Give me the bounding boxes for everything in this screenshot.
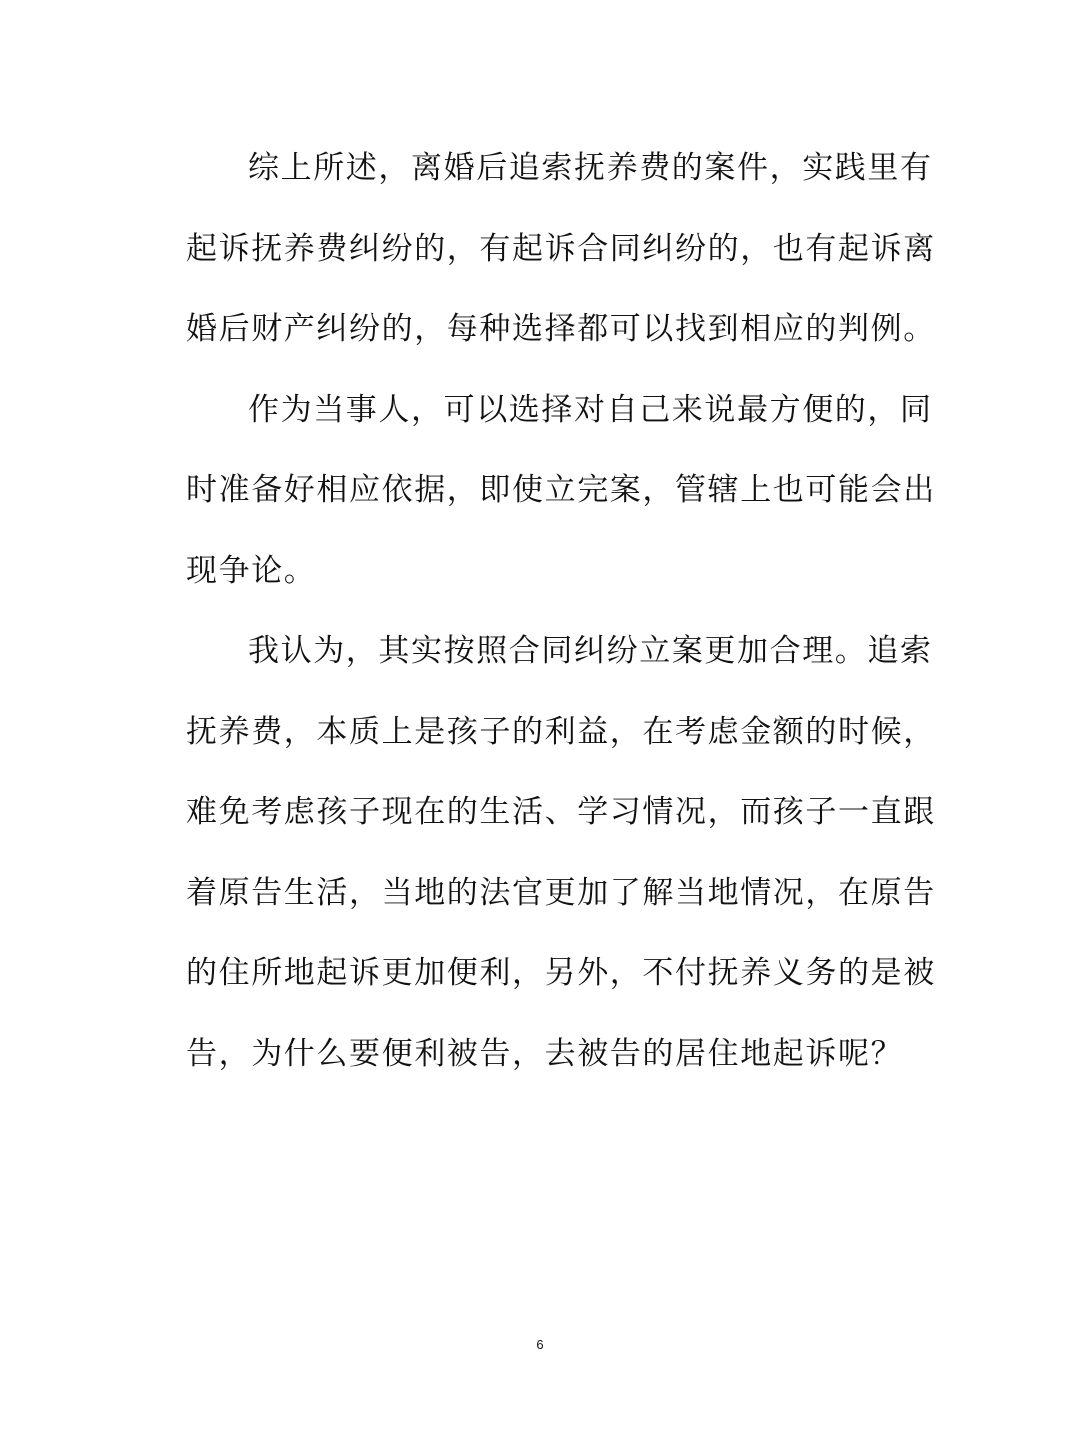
paragraph-line: 的住所地起诉更加便利，另外，不付抚养义务的是被 bbox=[186, 955, 936, 991]
paragraph bbox=[186, 370, 936, 612]
paragraph-line: 起诉抚养费纠纷的，有起诉合同纠纷的，也有起诉离 bbox=[186, 230, 936, 267]
paragraph-line: 我认为，其实按照合同纠纷立案更加合理。追索 bbox=[248, 633, 933, 669]
paragraph-line: 现争论。 bbox=[186, 552, 317, 589]
paragraph-line: 综上所述，离婚后追索抚养费的案件，实践里有 bbox=[248, 150, 933, 186]
paragraph-line: 婚后财产纠纷的，每种选择都可以找到相应的判例。 bbox=[186, 311, 936, 347]
body-text bbox=[186, 128, 936, 1094]
paragraph-line: 告，为什么要便利被告，去被告的居住地起诉呢？ bbox=[186, 1035, 904, 1072]
paragraph-line: 时准备好相应依据，即使立完案，管辖上也可能会出 bbox=[186, 472, 936, 508]
paragraph-line: 抚养费，本质上是孩子的利益，在考虑金额的时候， bbox=[186, 713, 936, 750]
paragraph-line: 着原告生活，当地的法官更加了解当地情况，在原告 bbox=[186, 874, 936, 911]
page-number: 6 bbox=[536, 1337, 544, 1352]
paragraph bbox=[186, 611, 936, 1094]
paragraph bbox=[186, 128, 936, 370]
paragraph-line: 难免考虑孩子现在的生活、学习情况，而孩子一直跟 bbox=[186, 794, 936, 830]
paragraph-line: 作为当事人，可以选择对自己来说最方便的，同 bbox=[248, 391, 933, 428]
